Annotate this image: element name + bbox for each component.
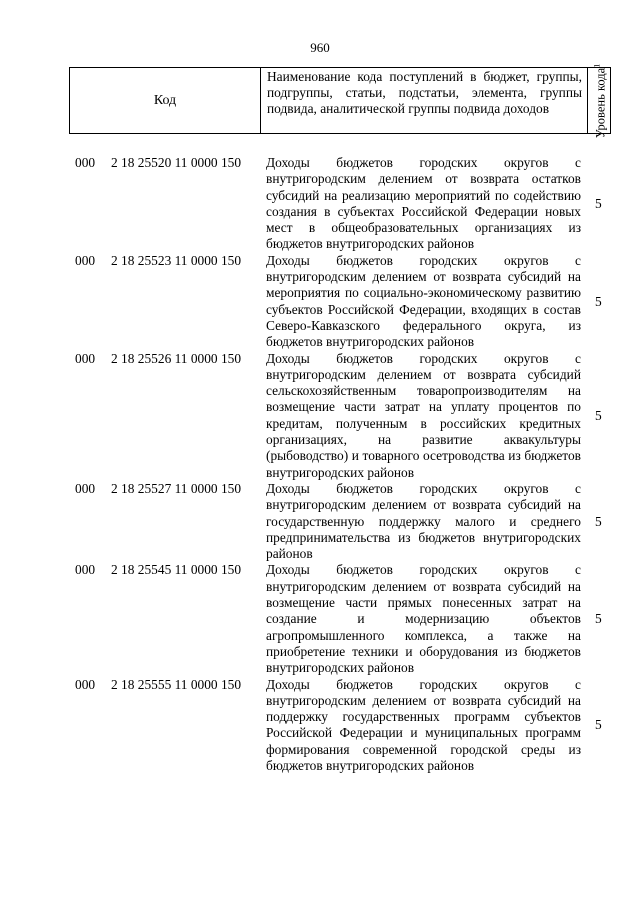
row-income-code: 2 18 25555 11 0000 150: [111, 676, 242, 692]
row-income-code: 2 18 25545 11 0000 150: [111, 562, 242, 578]
table-row: [0, 562, 640, 676]
row-description: Доходы бюджетов городских округов с внутригородским делением от возврата субсидий сельскохозяйственным товаропроизводителям на возмещение части затрат на уплату процентов по кредитам, полученным в российских кредитных организациях, на развитие аквакультуры (рыбоводство) и товарного осетроводства из бюджетов внутригородских районов: [266, 350, 581, 480]
row-level: 5: [595, 513, 602, 529]
row-description: Доходы бюджетов городских округов с внутригородским делением от возврата субсидий на возмещение части прямых понесенных затрат на создание и модернизацию объектов агропромышленного комплекса, а также на приобретение техники и оборудования из бюджетов внутригородских районов: [266, 562, 581, 676]
row-admin-code: 000: [75, 155, 96, 170]
table-row: [0, 481, 640, 562]
row-level: 5: [595, 293, 602, 309]
table-row: [0, 351, 640, 481]
row-description: Доходы бюджетов городских округов с внутригородским делением от возврата субсидий на государственную поддержку малого и среднего предпринимательства из бюджетов внутригородских районов: [266, 480, 581, 562]
row-admin-code: 000: [75, 676, 96, 692]
table-row: [0, 253, 640, 351]
header-level-label: [591, 63, 606, 137]
table-row: [0, 677, 640, 775]
row-level: 5: [595, 407, 602, 423]
page-number: 960: [310, 40, 330, 55]
row-description: Доходы бюджетов городских округов с внутригородским делением от возврата субсидий на мероприятия по социально-экономическому развитию субъектов Российской Федерации, входящих в состав Северо-Кавказского федерального округа, из бюджетов внутригородских районов: [266, 252, 581, 350]
row-income-code: 2 18 25520 11 0000 150: [111, 155, 242, 170]
row-level: 5: [595, 195, 602, 211]
row-income-code: 2 18 25526 11 0000 150: [111, 350, 242, 366]
row-level: 5: [595, 611, 602, 627]
header-level-footnote: 1: [592, 63, 602, 68]
row-income-code: 2 18 25523 11 0000 150: [111, 252, 242, 268]
table-header: [69, 63, 611, 138]
header-name-column: Наименование кода поступлений в бюджет, группы, подгруппы, статьи, подстатьи, элемента, группы подвида, аналитической группы подвида доходов: [261, 68, 588, 133]
row-admin-code: 000: [75, 350, 96, 366]
row-admin-code: 000: [75, 252, 96, 268]
row-level: 5: [595, 717, 602, 733]
header-code-column: Код: [70, 68, 261, 133]
row-income-code: 2 18 25527 11 0000 150: [111, 480, 242, 496]
header-level-column: [588, 63, 610, 138]
header-level-text: Уровень кода: [593, 67, 608, 138]
row-admin-code: 000: [75, 480, 96, 496]
row-description: Доходы бюджетов городских округов с внутригородским делением от возврата субсидий на поддержку государственных программ субъектов Российской Федерации и муниципальных программ формирования современной городской среды из бюджетов внутригородских районов: [266, 676, 581, 773]
row-description: Доходы бюджетов городских округов с внутригородским делением от возврата остатков субсидий на реализацию мероприятий по содействию создания в субъектах Российской Федерации новых мест в общеобразовательных организациях из бюджетов внутригородских районов: [266, 155, 581, 252]
table-row: [0, 155, 640, 253]
table-body: [0, 155, 640, 774]
row-admin-code: 000: [75, 562, 96, 578]
